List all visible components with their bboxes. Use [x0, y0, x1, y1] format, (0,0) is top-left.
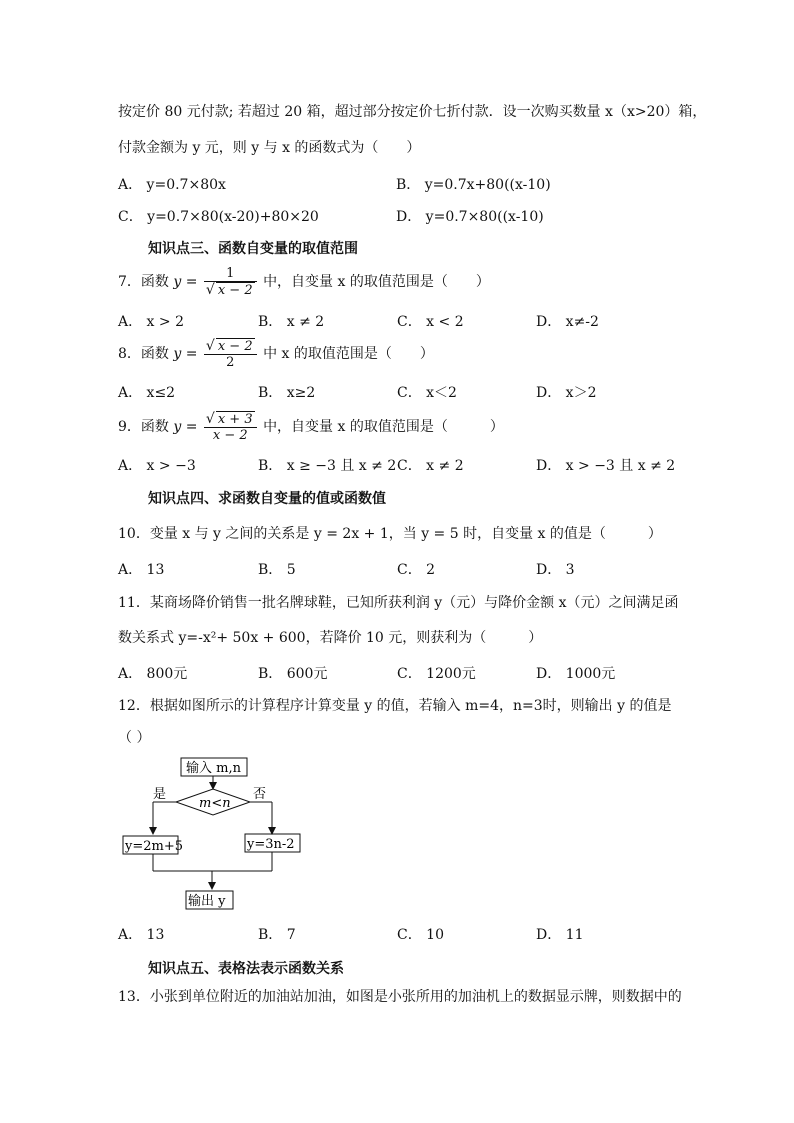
flow-condition-label: m<n: [199, 796, 231, 811]
flow-input-label: 输入 m,n: [186, 761, 241, 776]
q10-stem: 10．变量 x 与 y 之间的关系是 y = 2x + 1，当 y = 5 时，自变量 x 的值是（ ）: [118, 526, 662, 542]
q7-y-eq: y =: [173, 274, 198, 290]
q8-option-a: A． x≤2: [118, 385, 176, 401]
q10-option-a: A． 13: [118, 562, 165, 578]
q6-option-d: D． y=0.7×80((x-10): [396, 209, 544, 225]
section-heading-3: 知识点三、函数自变量的取值范围: [148, 241, 358, 257]
q7-radicand: x − 2: [217, 283, 253, 298]
q8-fraction: [204, 338, 257, 370]
q8-stem: [118, 338, 434, 370]
flow-right-box: [245, 834, 300, 852]
q7-option-a: A． x > 2: [118, 314, 184, 330]
q7-option-b: B． x ≠ 2: [258, 314, 325, 330]
q9-option-a: A． x > −3: [118, 458, 196, 474]
q9-suffix: 中，自变量 x 的取值范围是（ ）: [263, 419, 504, 435]
q11-line2: 数关系式 y=-x²+ 50x + 600，若降价 10 元，则获利为（ ）: [118, 630, 543, 646]
q9-denominator: x − 2: [212, 428, 248, 443]
q8-option-c: C． x＜2: [397, 385, 457, 401]
q8-numerator: √ x − 2: [204, 338, 257, 355]
q9-radicand: x + 3: [217, 412, 253, 427]
section-heading-4: 知识点四、求函数自变量的值或函数值: [148, 491, 386, 507]
q9-prefix: 9．函数: [118, 419, 169, 435]
q12-line1: 12．根据如图所示的计算程序计算变量 y 的值，若输入 m=4，n=3时，则输出 y 的值是: [118, 698, 672, 714]
q9-stem: [118, 411, 504, 443]
q8-denominator: 2: [226, 355, 235, 370]
q6-line1: 按定价 80 元付款; 若超过 20 箱，超过部分按定价七折付款．设一次购买数量 x（x>20）箱，: [118, 104, 707, 120]
q10-option-b: B． 5: [258, 562, 296, 578]
q8-prefix: 8．函数: [118, 346, 169, 362]
q7-numerator: 1: [204, 266, 257, 282]
q6-option-b: B． y=0.7x+80((x-10): [396, 177, 551, 193]
q12-line2: （ ）: [118, 730, 151, 746]
flow-left-box: [123, 836, 178, 854]
q9-option-d: D． x > −3 且 x ≠ 2: [536, 458, 676, 474]
q10-option-d: D． 3: [536, 562, 575, 578]
flow-yes-label: 是: [153, 787, 167, 802]
q6-option-c: C． y=0.7×80(x-20)+80×20: [118, 209, 319, 225]
q11-option-b: B． 600元: [258, 666, 328, 682]
q12-option-b: B． 7: [258, 927, 296, 943]
q6-option-a: A． y=0.7×80x: [118, 177, 226, 193]
q8-radicand: x − 2: [217, 339, 253, 354]
flow-left-label: y=2m+5: [125, 839, 183, 854]
q7-prefix: 7．函数: [118, 274, 169, 290]
q7-fraction: [204, 266, 257, 298]
q9-numerator: √ x + 3: [204, 411, 257, 428]
q9-y-eq: y =: [173, 419, 198, 435]
q8-suffix: 中 x 的取值范围是（ ）: [263, 346, 434, 362]
q6-line2: 付款金额为 y 元，则 y 与 x 的函数式为（ ）: [118, 140, 421, 156]
q7-denominator: √ x − 2: [205, 282, 253, 298]
flow-input-box: [181, 758, 247, 776]
q7-option-d: D． x≠-2: [536, 314, 599, 330]
q8-option-d: D． x＞2: [536, 385, 597, 401]
q7-suffix: 中，自变量 x 的取值范围是（ ）: [263, 274, 490, 290]
q8-option-b: B． x≥2: [258, 385, 316, 401]
q11-option-c: C． 1200元: [397, 666, 476, 682]
q11-line1: 11．某商场降价销售一批名牌球鞋，已知所获利润 y（元）与降价金额 x（元）之间满足函: [118, 595, 679, 611]
flow-output-box: [186, 891, 233, 909]
flow-output-label: 输出 y: [188, 894, 226, 909]
q7-option-c: C． x < 2: [397, 314, 464, 330]
q12-option-d: D． 11: [536, 927, 584, 943]
q8-y-eq: y =: [173, 346, 198, 362]
flow-right-label: y=3n-2: [247, 837, 295, 852]
q11-option-d: D． 1000元: [536, 666, 616, 682]
section-heading-5: 知识点五、表格法表示函数关系: [148, 961, 344, 977]
q12-option-a: A． 13: [118, 927, 165, 943]
q10-option-c: C． 2: [397, 562, 436, 578]
q9-option-c: C． x ≠ 2: [397, 458, 464, 474]
q9-option-b: B． x ≥ −3 且 x ≠ 2: [258, 458, 397, 474]
q7-stem: [118, 266, 490, 298]
flow-no-label: 否: [253, 787, 267, 802]
flow-condition-diamond: [176, 789, 250, 815]
q11-option-a: A． 800元: [118, 666, 188, 682]
q9-fraction: [204, 411, 257, 443]
q13-line1: 13．小张到单位附近的加油站加油，如图是小张所用的加油机上的数据显示牌，则数据中的: [118, 989, 682, 1005]
q12-option-c: C． 10: [397, 927, 444, 943]
